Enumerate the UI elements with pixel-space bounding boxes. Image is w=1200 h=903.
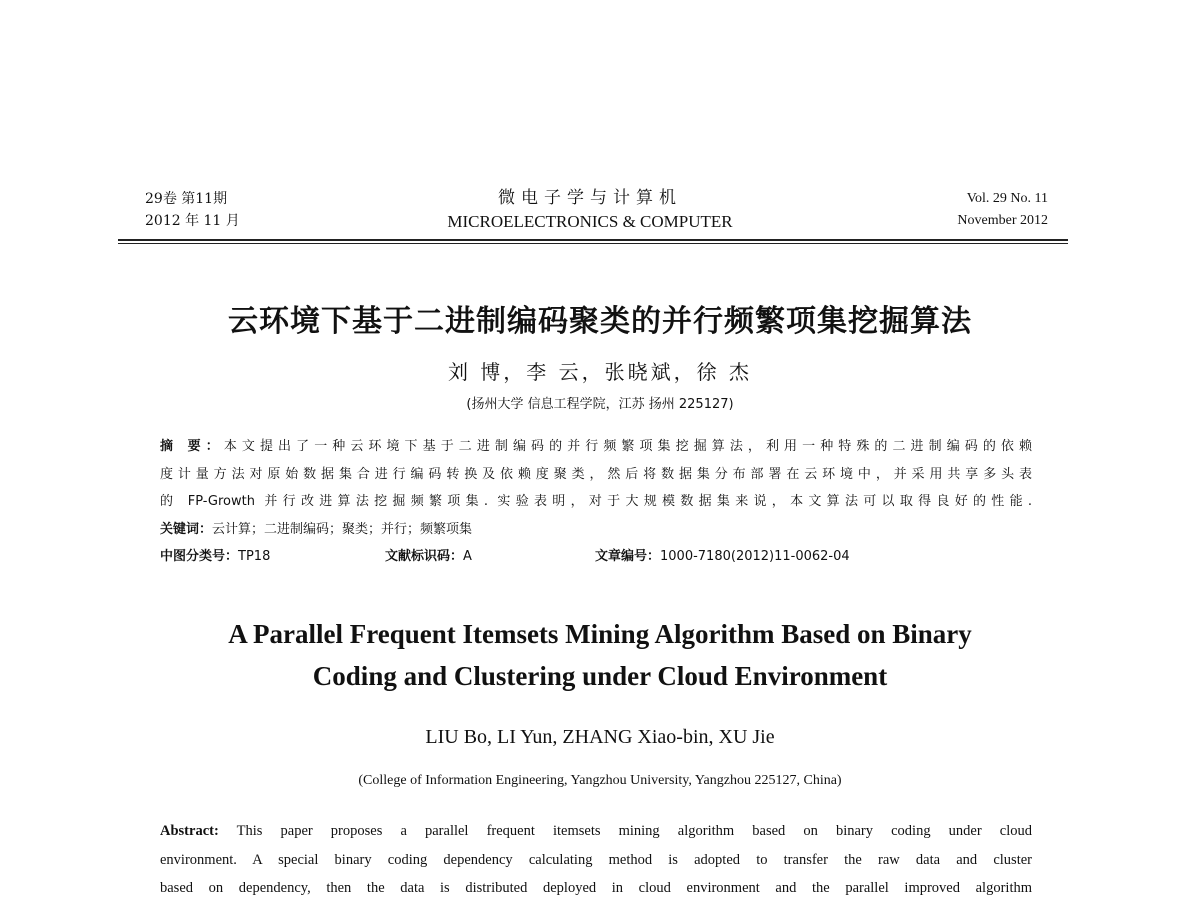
journal-name-cn: 微电子学与计算机 xyxy=(498,188,682,207)
doc-code-value: A xyxy=(463,549,472,564)
keywords-cn xyxy=(160,516,1032,544)
clc-label: 中图分类号： xyxy=(160,549,239,564)
journal-issue-cn xyxy=(145,188,240,232)
affiliation-cn: (扬州大学 信息工程学院，江苏 扬州 225127) xyxy=(466,397,734,412)
clc-value: TP18 xyxy=(238,549,271,564)
article-no-label: 文章编号： xyxy=(595,549,661,564)
article-no-value: 1000-7180(2012)11-0062-04 xyxy=(660,549,850,564)
abstract-cn-label: 摘 要： xyxy=(160,439,224,454)
authors-cn: 刘 博，李 云，张晓斌，徐 杰 xyxy=(447,360,753,384)
doc-code-label: 文献标识码： xyxy=(385,549,464,564)
classification-row xyxy=(160,543,1032,571)
journal-name-en: MICROELECTRONICS & COMPUTER xyxy=(447,212,733,231)
header-rule xyxy=(118,239,1068,241)
authors-en: LIU Bo, LI Yun, ZHANG Xiao-bin, XU Jie xyxy=(425,726,775,748)
keywords-value: 云计算；二进制编码；聚类；并行；频繁项集 xyxy=(212,521,473,537)
abstract-en-label: Abstract: xyxy=(160,823,219,839)
journal-name xyxy=(380,186,800,234)
affiliation-en: (College of Information Engineering, Yangzhou University, Yangzhou 225127, China) xyxy=(358,773,842,788)
abstract-cn-line: 度计量方法对原始数据集合进行编码转换及依赖度聚类，然后将数据集分布部署在云环境中，并采用共享多头表 xyxy=(160,466,1032,482)
abstract-en-line: environment. A special binary coding dependency calculating method is adopted to transfer the raw data and cluster xyxy=(160,851,1032,868)
volume-issue: 29卷 第11期 xyxy=(145,191,228,207)
volume-issue-en: Vol. 29 No. 11 xyxy=(966,191,1048,206)
issue-date-en: November 2012 xyxy=(957,213,1048,228)
header-rule-thin xyxy=(118,243,1068,244)
keywords-label: 关键词： xyxy=(160,521,213,537)
paper-title-cn: 云环境下基于二进制编码聚类的并行频繁项集挖掘算法 xyxy=(228,304,972,339)
abstract-cn-line: 的 FP-Growth 并行改进算法挖掘频繁项集. 实验表明，对于大规模数据集来说，本文算法可以取得良好的性能. xyxy=(160,494,1032,509)
abstract-cn xyxy=(160,433,1032,571)
abstract-en-line: Abstract: This paper proposes a parallel frequent itemsets mining algorithm based on binary coding under cloud xyxy=(160,823,1032,839)
abstract-en xyxy=(160,817,1032,903)
journal-issue-en xyxy=(957,188,1048,232)
issue-date: 2012 年 11 月 xyxy=(145,213,240,229)
abstract-en-line: based on dependency, then the data is distributed deployed in cloud environment and the parallel improved algorithm xyxy=(160,880,1032,896)
abstract-cn-line: 摘 要：本文提出了一种云环境下基于二进制编码的并行频繁项集挖掘算法，利用一种特殊的二进制编码的依赖 xyxy=(160,439,1032,454)
paper-title-en: A Parallel Frequent Itemsets Mining Algorithm Based on Binary Coding and Clustering under Cloud Environment xyxy=(228,619,972,691)
